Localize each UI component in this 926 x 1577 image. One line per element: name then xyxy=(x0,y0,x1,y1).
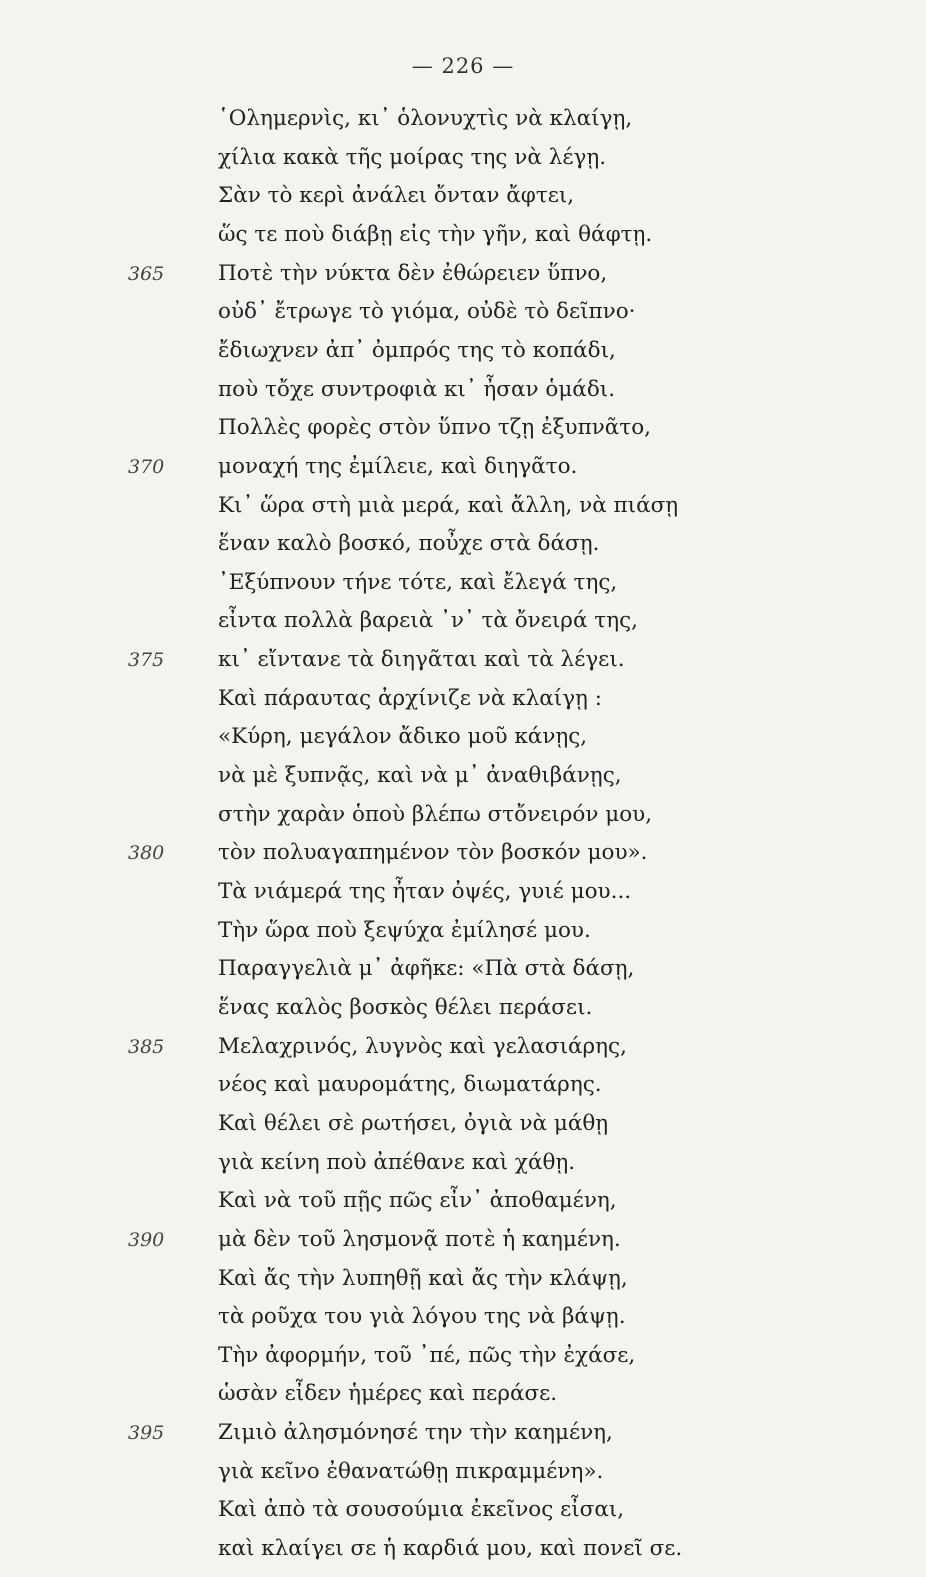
verse-line xyxy=(0,1383,926,1422)
verse-line xyxy=(0,1149,926,1191)
verse-text: νὰ μὲ ξυπνᾷς, καὶ νὰ μ᾽ ἀναθιβάνῃς, xyxy=(218,763,622,789)
verse-text: στὴν χαρὰν ὁποὺ βλέπω στὄνειρόν μου, xyxy=(218,801,653,827)
verse-line xyxy=(0,801,926,843)
verse-text: Καὶ νὰ τοῦ πῇς πῶς εἶν᾽ ἀποθαμένη, xyxy=(218,1188,617,1214)
verse-line xyxy=(0,337,926,379)
verse-line xyxy=(0,1110,926,1152)
line-number: 385 xyxy=(128,1035,165,1058)
verse-line xyxy=(0,1074,926,1113)
line-number: 375 xyxy=(128,649,165,672)
verse-text: ἕναν καλὸ βοσκό, ποὖχε στὰ δάσῃ. xyxy=(218,531,600,557)
verse-text: τὰ ροῦχα του γιὰ λόγου της νὰ βάψῃ. xyxy=(218,1304,626,1330)
verse-text: ὥς τε ποὺ διάβῃ εἰς τὴν γῆν, καὶ θάφτῃ. xyxy=(218,221,653,247)
verse-line xyxy=(0,492,926,534)
verse-line xyxy=(0,726,926,765)
verse-line xyxy=(0,1499,926,1538)
verse-line xyxy=(0,1422,926,1461)
verse-text: ῾Ολημερνὶς, κι᾽ ὁλονυχτὶς νὰ κλαίγῃ, xyxy=(218,106,633,131)
line-number: 365 xyxy=(128,262,165,285)
verse-line xyxy=(0,1538,926,1577)
verse-text: ἕνας καλὸς βοσκὸς θέλει περάσει. xyxy=(218,994,593,1020)
verse-line xyxy=(0,994,926,1036)
verse-line xyxy=(0,185,926,224)
verse-text: μὰ δὲν τοῦ λησμονᾷ ποτὲ ἡ καημένη. xyxy=(218,1226,621,1252)
verse-text: οὐδ᾽ ἔτρωγε τὸ γιόμα, οὐδὲ τὸ δεῖπνο· xyxy=(218,299,636,325)
verse-line xyxy=(0,301,926,340)
verse-text: Τὰ νιάμερά της ἦταν ὀψές, γυιέ μου... xyxy=(218,879,632,904)
verse-line xyxy=(0,1190,926,1229)
verse-text: κι᾽ εἴντανε τὰ διηγᾶται καὶ τὰ λέγει. xyxy=(218,647,625,673)
verse-line xyxy=(0,108,926,147)
verse-line xyxy=(0,765,926,804)
verse-line xyxy=(0,649,926,688)
verse-line xyxy=(0,221,926,263)
verse-line xyxy=(0,569,926,611)
verse-text: Πολλὲς φορὲς στὸν ὕπνο τζῃ ἐξυπνᾶτο, xyxy=(218,415,651,441)
verse-line xyxy=(0,1265,926,1307)
verse-text: νέος καὶ μαυρομάτης, διωματάρης. xyxy=(218,1072,602,1098)
verse-text: Καὶ πάραυτας ἀρχίνιζε νὰ κλαίγῃ : xyxy=(218,685,602,711)
verse-line xyxy=(0,685,926,727)
verse-line xyxy=(0,1306,926,1345)
verse-text: Καὶ θέλει σὲ ρωτήσει, ὀγιὰ νὰ μάθῃ xyxy=(218,1110,609,1136)
page-number: — 226 — xyxy=(411,54,515,78)
verse-line xyxy=(0,144,926,186)
verse-line xyxy=(0,417,926,456)
verse-text: ἔδιωχνεν ἀπ᾽ ὀμπρός της τὸ κοπάδι, xyxy=(218,337,616,363)
verse-text: Τὴν ὥρα ποὺ ξεψύχα ἐμίλησέ μου. xyxy=(218,917,591,943)
verse-text: ποὺ τὄχε συντροφιὰ κι᾽ ἦσαν ὁμάδι. xyxy=(218,376,616,402)
verse-text: χίλια κακὰ τῆς μοίρας της νὰ λέγῃ. xyxy=(218,144,607,170)
verse-text: ὡσὰν εἶδεν ἡμέρες καὶ περάσε. xyxy=(218,1381,558,1407)
verse-text: Ποτὲ τὴν νύκτα δὲν ἐθώρειεν ὕπνο, xyxy=(218,260,608,286)
verse-text: Σὰν τὸ κερὶ ἀνάλει ὄνταν ἄφτει, xyxy=(218,183,575,209)
verse-text: Ζιμιὸ ἀλησμόνησέ την τὴν καημένη, xyxy=(218,1420,613,1446)
verse-line xyxy=(0,610,926,649)
verse-line xyxy=(0,533,926,572)
verse-line xyxy=(0,376,926,418)
verse-text: «Κύρη, μεγάλον ἄδικο μοῦ κάνῃς, xyxy=(218,724,588,750)
line-number: 380 xyxy=(128,842,165,865)
verse-line xyxy=(0,881,926,920)
verse-line xyxy=(0,1458,926,1500)
verse-line xyxy=(0,958,926,997)
verse-text: ᾽Εξύπνουν τήνε τότε, καὶ ἔλεγά της, xyxy=(218,569,618,595)
verse-text: Μελαχρινός, λυγνὸς καὶ γελασιάρης, xyxy=(218,1033,627,1059)
verse-text: γιὰ κείνη ποὺ ἀπέθανε καὶ χάθῃ. xyxy=(218,1149,576,1175)
verse-text: Τὴν ἀφορμήν, τοῦ ᾽πέ, πῶς τὴν ἐχάσε, xyxy=(218,1342,636,1368)
verse-line xyxy=(0,1342,926,1384)
verse-text: γιὰ κεῖνο ἐθανατώθῃ πικραμμένη». xyxy=(218,1458,604,1484)
verse-text: Καὶ ἀπὸ τὰ σουσούμια ἐκεῖνος εἶσαι, xyxy=(218,1497,625,1523)
verse-text: εἶντα πολλὰ βαρειὰ ᾽ν᾽ τὰ ὄνειρά της, xyxy=(218,608,638,634)
line-number: 390 xyxy=(128,1228,165,1251)
verse-text: καὶ κλαίγει σε ἡ καρδιά μου, καὶ πονεῖ σε. xyxy=(218,1536,683,1562)
line-number: 395 xyxy=(128,1422,165,1445)
verse-text: μοναχή της ἐμίλειε, καὶ διηγᾶτο. xyxy=(218,453,578,479)
verse-text: Κι᾽ ὥρα στὴ μιὰ μερά, καὶ ἄλλη, νὰ πιάσῃ xyxy=(218,492,679,518)
verse-line xyxy=(0,917,926,959)
line-number: 370 xyxy=(128,455,165,478)
verse-line xyxy=(0,453,926,495)
verse-line xyxy=(0,260,926,302)
verse-line xyxy=(0,842,926,881)
verse-text: Καὶ ἄς τὴν λυπηθῇ καὶ ἄς τὴν κλάψῃ, xyxy=(218,1265,628,1291)
verse-text: τὸν πολυαγαπημένον τὸν βοσκόν μου». xyxy=(218,840,648,866)
verse-line xyxy=(0,1226,926,1268)
verse-text: Παραγγελιὰ μ᾽ ἀφῆκε: «Πὰ στὰ δάσῃ, xyxy=(218,956,635,982)
verse-line xyxy=(0,1033,926,1075)
